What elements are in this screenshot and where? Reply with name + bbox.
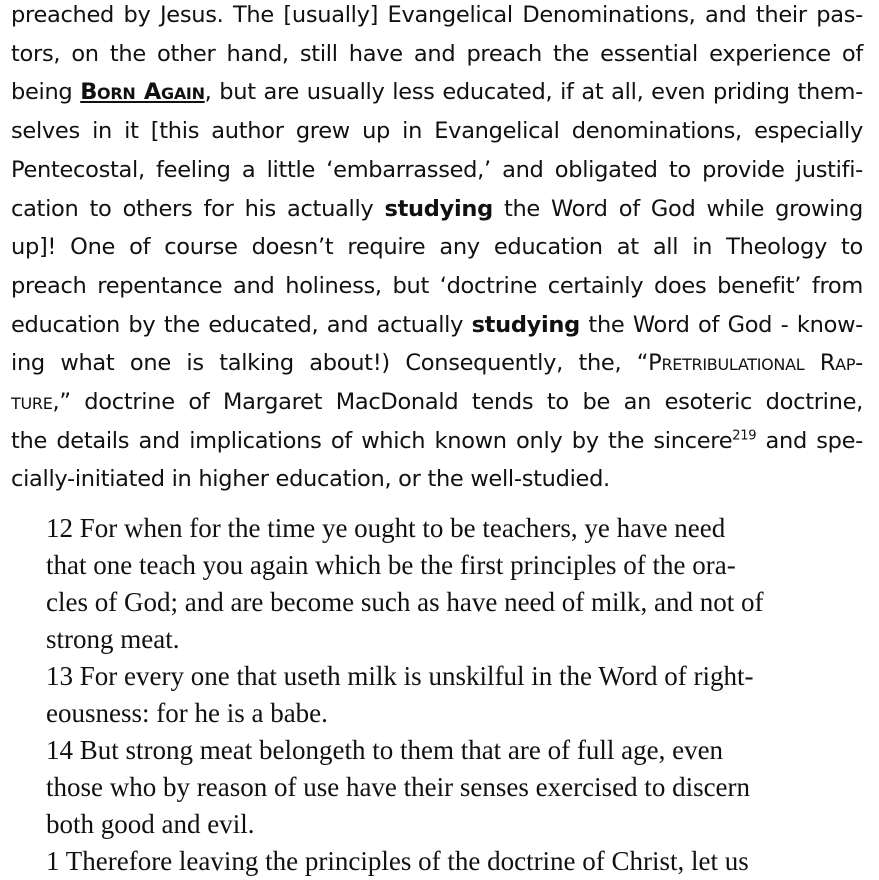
paragraph-line: ture,” doctrine of Margaret MacDonald tends to be an esoteric doctrine, xyxy=(11,389,863,416)
verse-line: cles of God; and are become such as have need of milk, and not of xyxy=(46,587,764,617)
verse-line: both good and evil. xyxy=(46,809,255,839)
scripture-quote xyxy=(46,510,826,880)
body-paragraph xyxy=(11,0,863,499)
paragraph-line: being Born Again, but are usually less educated, if at all, even priding them- xyxy=(11,79,863,106)
pretribulational-rapture-term: Pretribulational Rap- xyxy=(648,350,863,377)
paragraph-line: the details and implications of which known only by the sincere$^{219}$ and spe- xyxy=(11,427,863,454)
paragraph-line: preach repentance and holiness, but ‘doctrine certainly does benefit’ from xyxy=(11,272,863,299)
paragraph-line: ing what one is talking about!) Consequently, the, “Pretribulational Rap- xyxy=(11,350,863,377)
footnote-marker[interactable]: 219 xyxy=(732,428,757,444)
pretribulational-rapture-term: ture xyxy=(11,389,53,416)
paragraph-line: education by the educated, and actually studying the Word of God - know- xyxy=(11,311,863,338)
emphasis-studying: studying xyxy=(384,195,493,222)
paragraph-line: cation to others for his actually studying the Word of God while growing xyxy=(11,195,863,222)
verse-line: those who by reason of use have their senses exercised to discern xyxy=(46,772,751,802)
paragraph-line: tors, on the other hand, still have and preach the essential experience of xyxy=(11,40,863,67)
verse-line: 1 Therefore leaving the principles of the doctrine of Christ, let us xyxy=(46,846,749,876)
verse-line: 14 But strong meat belongeth to them that are of full age, even xyxy=(46,735,724,765)
verse-line: that one teach you again which be the first principles of the ora- xyxy=(46,550,736,580)
emphasis-studying: studying xyxy=(471,311,580,338)
paragraph-line: cially-initiated in higher education, or the well-studied. xyxy=(11,466,610,493)
verse-line: strong meat. xyxy=(46,624,180,654)
paragraph-line: Pentecostal, feeling a little ‘embarrassed,’ and obligated to provide justifi- xyxy=(11,156,863,183)
born-again-term: Born Again xyxy=(80,79,205,106)
verse-line: eousness: for he is a babe. xyxy=(46,698,328,728)
verse-line: 13 For every one that useth milk is unskilful in the Word of right- xyxy=(46,661,754,691)
paragraph-line: up]! One of course doesn’t require any education at all in Theology to xyxy=(11,234,863,261)
verse-line: 12 For when for the time ye ought to be teachers, ye have need xyxy=(46,513,726,543)
paragraph-line: selves in it [this author grew up in Evangelical denominations, especially xyxy=(11,118,863,145)
paragraph-line: preached by Jesus. The [usually] Evangelical Denominations, and their pas- xyxy=(11,2,863,28)
